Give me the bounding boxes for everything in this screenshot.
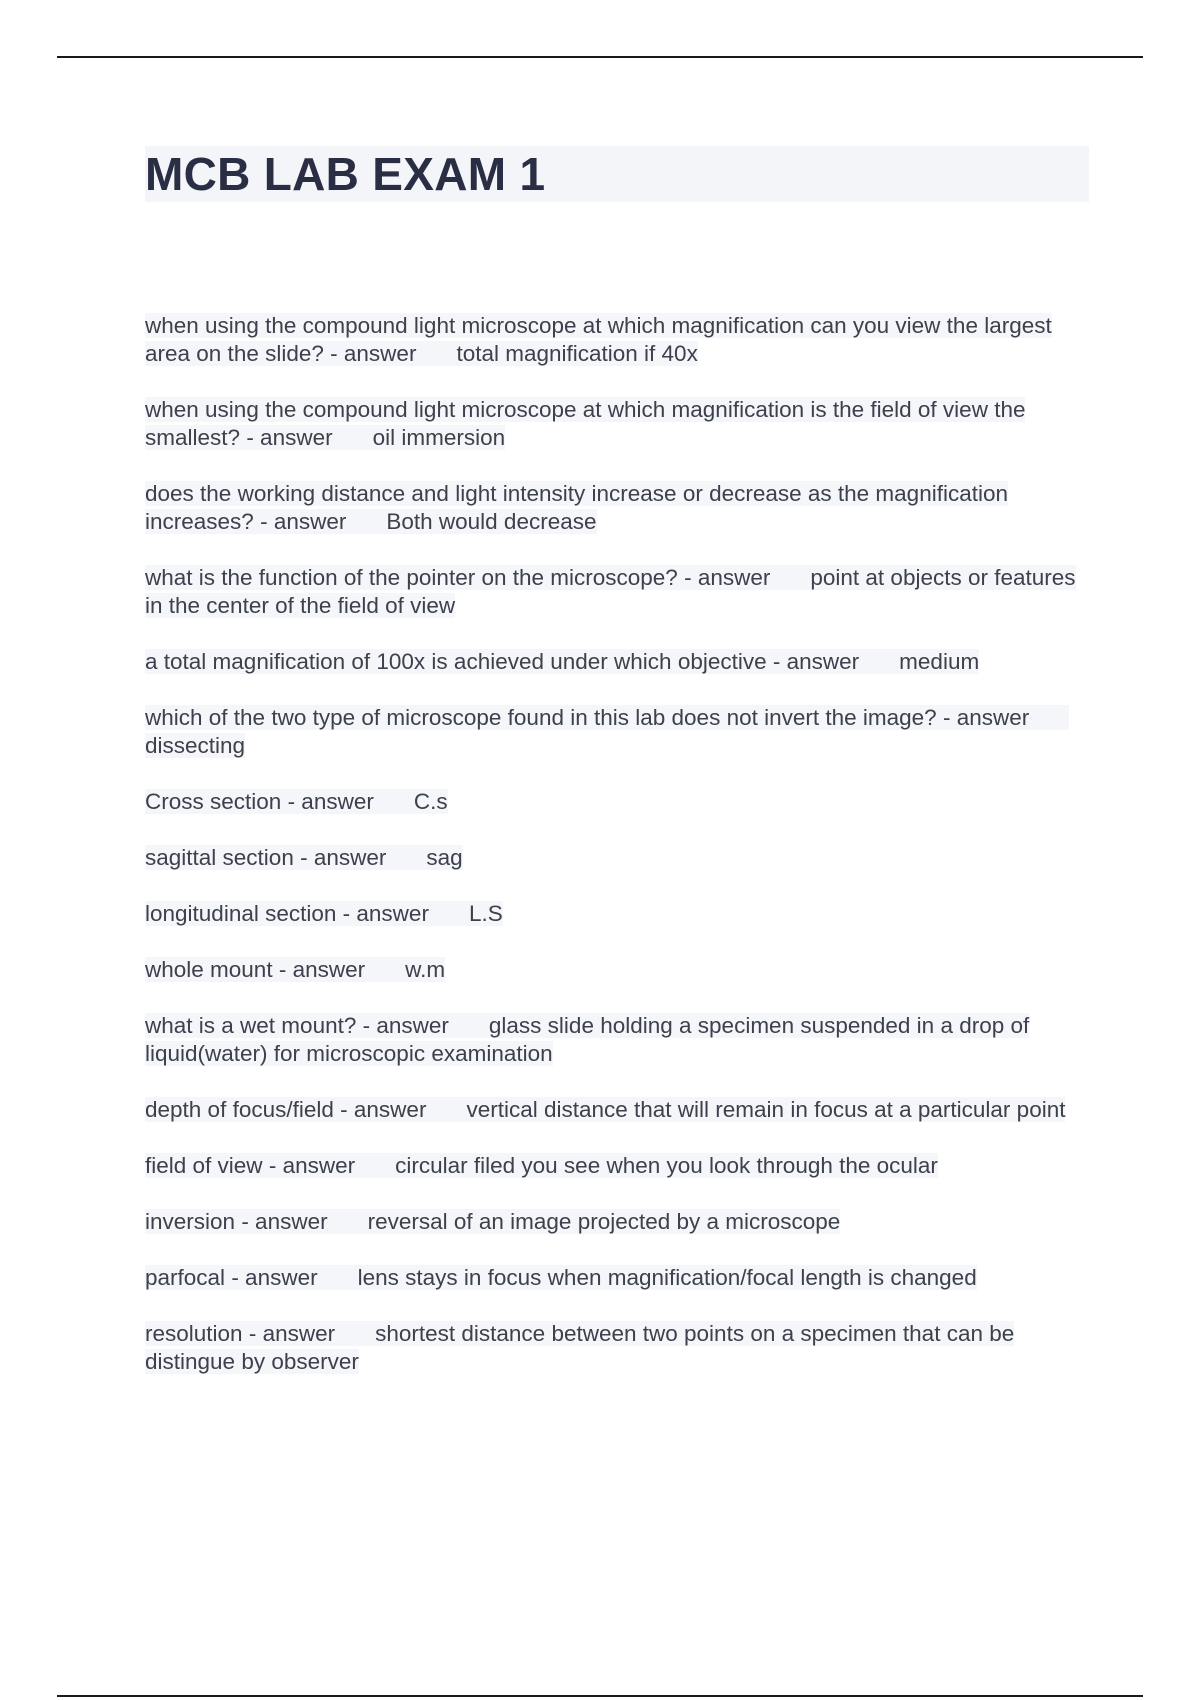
qa-text <box>145 1153 938 1178</box>
answer-separator: - answer <box>260 509 347 534</box>
qa-text <box>145 1209 840 1234</box>
qa-item <box>145 396 1090 452</box>
answer-separator: - answer <box>287 789 374 814</box>
qa-text <box>145 845 463 870</box>
qa-text <box>145 957 445 982</box>
answer-text: C.s <box>413 789 448 814</box>
answer-text: reversal of an image projected by a microscope <box>367 1209 841 1234</box>
answer-separator: - answer <box>241 1209 328 1234</box>
qa-list <box>145 312 1090 1404</box>
answer-text: dissecting <box>145 733 246 758</box>
question-text: does the working distance and light intensity increase or decrease as the magnification increases? <box>145 481 1008 534</box>
qa-item <box>145 788 1090 816</box>
answer-separator: - answer <box>772 649 860 674</box>
question-text: what is a wet mount? <box>145 1013 357 1038</box>
qa-text <box>145 1321 1014 1374</box>
question-text: sagittal section <box>145 845 294 870</box>
qa-item <box>145 1320 1090 1376</box>
qa-text <box>145 481 1008 534</box>
qa-text <box>145 1097 1065 1122</box>
answer-text: vertical distance that will remain in focus at a particular point <box>466 1097 1066 1122</box>
answer-separator: - answer <box>342 901 429 926</box>
answer-text: Both would decrease <box>386 509 597 534</box>
answer-separator: - answer <box>231 1265 318 1290</box>
page-title: MCB LAB EXAM 1 <box>145 148 546 200</box>
qa-item <box>145 1208 1090 1236</box>
answer-separator: - answer <box>684 565 771 590</box>
answer-separator: - answer <box>340 1097 427 1122</box>
top-divider <box>57 56 1143 58</box>
answer-separator: - answer <box>942 705 1030 730</box>
question-text: depth of focus/field <box>145 1097 334 1122</box>
qa-item <box>145 648 1090 676</box>
question-text: resolution <box>145 1321 243 1346</box>
qa-text <box>145 1265 977 1290</box>
qa-item <box>145 956 1090 984</box>
answer-text: total magnification if 40x <box>456 341 698 366</box>
answer-text: L.S <box>468 901 503 926</box>
qa-text <box>145 705 1069 758</box>
answer-text: sag <box>426 845 463 870</box>
answer-separator: - answer <box>330 341 417 366</box>
answer-separator: - answer <box>278 957 366 982</box>
question-text: what is the function of the pointer on the microscope? <box>145 565 678 590</box>
answer-text: medium <box>899 649 980 674</box>
answer-text: shortest distance between two points on a specimen that can be distingue by observer <box>145 1321 1015 1374</box>
qa-text <box>145 313 1052 366</box>
question-text: parfocal <box>145 1265 226 1290</box>
question-text: when using the compound light microscope at which magnification can you view the largest area on the slide? <box>145 313 1052 366</box>
qa-item <box>145 1096 1090 1124</box>
qa-item <box>145 844 1090 872</box>
answer-separator: - answer <box>300 845 387 870</box>
answer-text: point at objects or features in the center of the field of view <box>145 565 1076 618</box>
question-text: Cross section <box>145 789 282 814</box>
answer-text: w.m <box>405 957 446 982</box>
answer-text: lens stays in focus when magnification/focal length is changed <box>357 1265 977 1290</box>
answer-separator: - answer <box>246 425 333 450</box>
answer-separator: - answer <box>268 1153 356 1178</box>
qa-item <box>145 480 1090 536</box>
qa-text <box>145 397 1025 450</box>
qa-item <box>145 1264 1090 1292</box>
question-text: whole mount <box>145 957 273 982</box>
qa-text <box>145 565 1076 618</box>
qa-item <box>145 1012 1090 1068</box>
answer-separator: - answer <box>362 1013 449 1038</box>
qa-item <box>145 900 1090 928</box>
qa-item <box>145 312 1090 368</box>
question-text: a total magnification of 100x is achieved under which objective <box>145 649 767 674</box>
question-text: field of view <box>145 1153 263 1178</box>
answer-separator: - answer <box>248 1321 336 1346</box>
question-text: which of the two type of microscope found in this lab does not invert the image? <box>145 705 937 730</box>
qa-item <box>145 704 1090 760</box>
qa-text <box>145 1013 1029 1066</box>
qa-text <box>145 649 979 674</box>
question-text: longitudinal section <box>145 901 337 926</box>
question-text: inversion <box>145 1209 236 1234</box>
qa-item <box>145 564 1090 620</box>
qa-text <box>145 789 448 814</box>
qa-item <box>145 1152 1090 1180</box>
answer-text: circular filed you see when you look through the ocular <box>395 1153 938 1178</box>
bottom-divider <box>57 1695 1143 1697</box>
answer-text: oil immersion <box>372 425 506 450</box>
question-text: when using the compound light microscope at which magnification is the field of view the smallest? <box>145 397 1026 450</box>
answer-text: glass slide holding a specimen suspended in a drop of liquid(water) for microscopic examination <box>145 1013 1030 1066</box>
qa-text <box>145 901 503 926</box>
